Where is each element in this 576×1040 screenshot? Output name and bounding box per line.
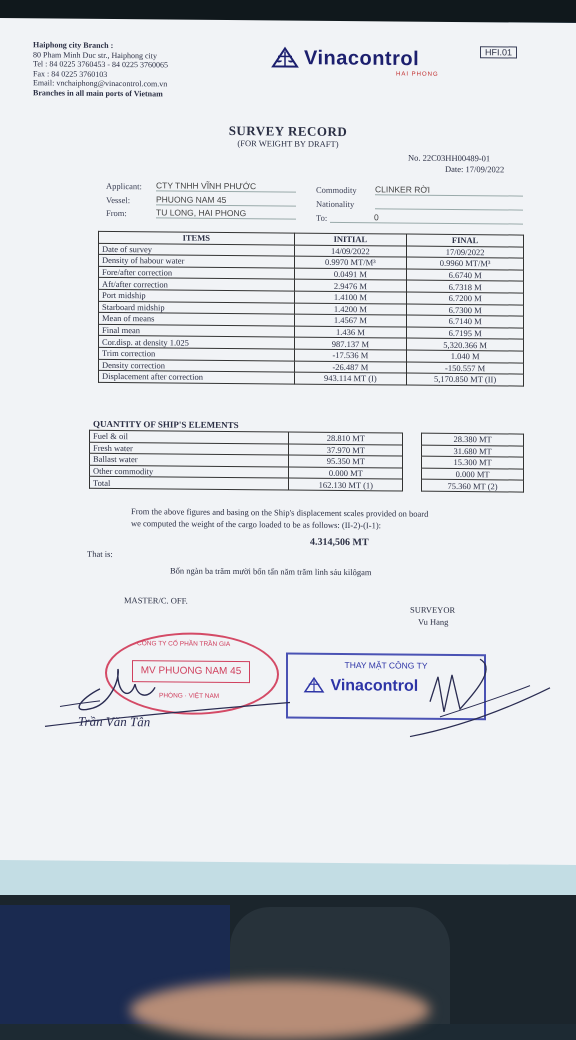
col-final: FINAL — [407, 234, 524, 247]
branch-address: 80 Pham Minh Duc str., Haiphong city — [33, 50, 168, 61]
initial-cell: 37.970 MT — [289, 444, 403, 457]
brand-name: Vinacontrol — [304, 47, 419, 70]
item-cell: Date of survey — [99, 243, 295, 256]
final-cell: 6.7195 M — [407, 327, 524, 340]
col-items: ITEMS — [99, 231, 295, 244]
item-cell: Total — [90, 477, 289, 490]
initial-cell: 987.137 M — [294, 337, 407, 350]
item-cell: Fore/after correction — [99, 266, 295, 279]
surveyor-name: Vu Hang — [418, 617, 448, 627]
applicant-label: Applicant: — [106, 181, 142, 191]
document-page — [0, 18, 576, 865]
item-cell: Density correction — [99, 359, 295, 372]
item-cell: Trim correction — [99, 347, 295, 360]
document-number: No. 22C03HH00489-01 — [408, 153, 490, 164]
final-cell: 6.7200 M — [407, 292, 524, 305]
vessel-label: Vessel: — [106, 195, 130, 205]
final-cell: 6.7318 M — [407, 280, 524, 293]
final-cell: 0.9960 MT/M³ — [407, 257, 524, 270]
branch-note: Branches in all main ports of Vietnam — [33, 88, 163, 98]
scales-logo-icon — [270, 46, 300, 70]
elements-table — [89, 430, 524, 493]
item-cell: Ballast water — [90, 453, 289, 466]
initial-cell: 943.114 MT (I) — [294, 372, 407, 385]
initial-cell: 1.4100 M — [294, 291, 407, 304]
item-cell: Mean of means — [99, 313, 295, 326]
vinacontrol-logo — [270, 46, 419, 71]
company-stamp-logo-icon — [302, 677, 326, 695]
applicant-value: CTY TNHH VĨNH PHƯỚC — [156, 180, 296, 192]
result-weight: 4.314,506 MT — [310, 537, 369, 549]
spacer-cell — [403, 445, 422, 457]
that-is-label: That is: — [87, 549, 113, 559]
initial-cell: 2.9476 M — [294, 279, 407, 292]
to-value: 0 — [330, 212, 523, 225]
item-cell: Density of habour water — [99, 255, 295, 268]
final-cell: 5,170.850 MT (II) — [407, 373, 524, 386]
branch-tel: Tel : 84 0225 3760453 - 84 0225 3760065 — [33, 59, 168, 70]
col-initial: INITIAL — [294, 233, 407, 246]
thumb — [130, 980, 430, 1040]
form-code: HFI.01 — [480, 46, 517, 58]
spacer-cell — [403, 456, 422, 468]
branch-email: Email: vnchaiphong@vinacontrol.com.vn — [33, 78, 168, 89]
company-stamp-title: THAY MẶT CÔNG TY — [288, 660, 484, 672]
branch-title: Haiphong city Branch : — [33, 40, 113, 50]
ship-stamp-bottom-text: PHÒNG · VIỆT NAM — [159, 692, 219, 700]
final-cell: 6.7140 M — [407, 315, 524, 328]
branch-fax: Fax : 84 0225 3760103 — [33, 69, 168, 80]
document-subtitle: (FOR WEIGHT BY DRAFT) — [0, 136, 576, 151]
initial-cell: 162.130 MT (1) — [289, 478, 403, 491]
spacer-cell — [403, 479, 422, 491]
master-signature — [40, 638, 300, 750]
branch-address-block — [33, 40, 168, 98]
final-cell: 6.6740 M — [407, 269, 524, 282]
company-stamp-brand-text: Vinacontrol — [330, 677, 418, 695]
document-title: SURVEY RECORD — [0, 121, 576, 142]
elements-heading: QUANTITY OF SHIP'S ELEMENTS — [93, 419, 239, 430]
master-label: MASTER/C. OFF. — [124, 595, 188, 606]
item-cell: Displacement after correction — [99, 370, 295, 383]
vessel-value: PHUONG NAM 45 — [156, 194, 296, 206]
item-cell: Starboard midship — [99, 301, 295, 314]
items-table — [98, 231, 524, 386]
initial-cell: 95.350 MT — [289, 455, 403, 468]
master-handwritten-name: Trần Văn Tân — [78, 714, 150, 731]
initial-cell: 1.4200 M — [294, 303, 407, 316]
surveyor-signature — [400, 646, 560, 747]
final-cell: 5,320.366 M — [407, 338, 524, 351]
conclusion-line2: we computed the weight of the cargo loaded to be as follows: (II-2)-(I-1): — [131, 518, 381, 530]
item-cell: Fuel & oil — [90, 430, 289, 443]
ship-stamp-center: MV PHUONG NAM 45 — [132, 660, 250, 683]
from-label: From: — [106, 208, 127, 218]
final-cell: 17/09/2022 — [407, 246, 524, 259]
weight-in-words: Bốn ngàn ba trăm mười bốn tấn năm trăm linh sáu kilôgam — [170, 565, 372, 577]
final-cell: 75.360 MT (2) — [422, 480, 524, 492]
ship-stamp-top-text: CÔNG TY CỔ PHẦN TRẦN GIA — [137, 640, 230, 648]
initial-cell: 0.0491 M — [294, 268, 407, 281]
conclusion-line1: From the above figures and basing on the Ship's displacement scales provided on board — [131, 506, 428, 519]
spacer-cell — [403, 468, 422, 480]
nationality-value — [375, 198, 523, 210]
to-label: To: — [316, 213, 327, 223]
surveyor-label: SURVEYOR — [410, 605, 455, 615]
item-cell: Final mean — [99, 324, 295, 337]
from-value: TU LONG, HAI PHONG — [156, 207, 296, 219]
item-cell: Fresh water — [90, 442, 289, 455]
final-cell: 15.300 MT — [422, 456, 524, 468]
commodity-label: Commodity — [316, 185, 357, 195]
final-cell: 1.040 M — [407, 350, 524, 363]
commodity-value: CLINKER RỜI — [375, 184, 523, 196]
initial-cell: 1.436 M — [294, 326, 407, 339]
initial-cell: 14/09/2022 — [294, 245, 407, 258]
item-cell: Other commodity — [90, 465, 289, 478]
brand-sub: HAI PHONG — [396, 71, 439, 77]
initial-cell: -26.487 M — [294, 361, 407, 374]
nationality-label: Nationality — [316, 199, 354, 209]
initial-cell: 0.9970 MT/M³ — [294, 256, 407, 269]
final-cell: 6.7300 M — [407, 304, 524, 317]
final-cell: -150.557 M — [407, 362, 524, 375]
item-cell: Cor.disp. at density 1.025 — [99, 336, 295, 349]
document-date: Date: 17/09/2022 — [445, 164, 504, 175]
initial-cell: 28.810 MT — [289, 432, 403, 445]
initial-cell: -17.536 M — [294, 349, 407, 362]
initial-cell: 0.000 MT — [289, 467, 403, 480]
spacer-cell — [403, 433, 422, 445]
final-cell: 0.000 MT — [422, 468, 524, 480]
initial-cell: 1.4567 M — [294, 314, 407, 327]
item-cell: Port midship — [99, 289, 295, 302]
item-cell: Aft/after correction — [99, 278, 295, 291]
final-cell: 31.680 MT — [422, 445, 524, 457]
final-cell: 28.380 MT — [422, 433, 524, 445]
